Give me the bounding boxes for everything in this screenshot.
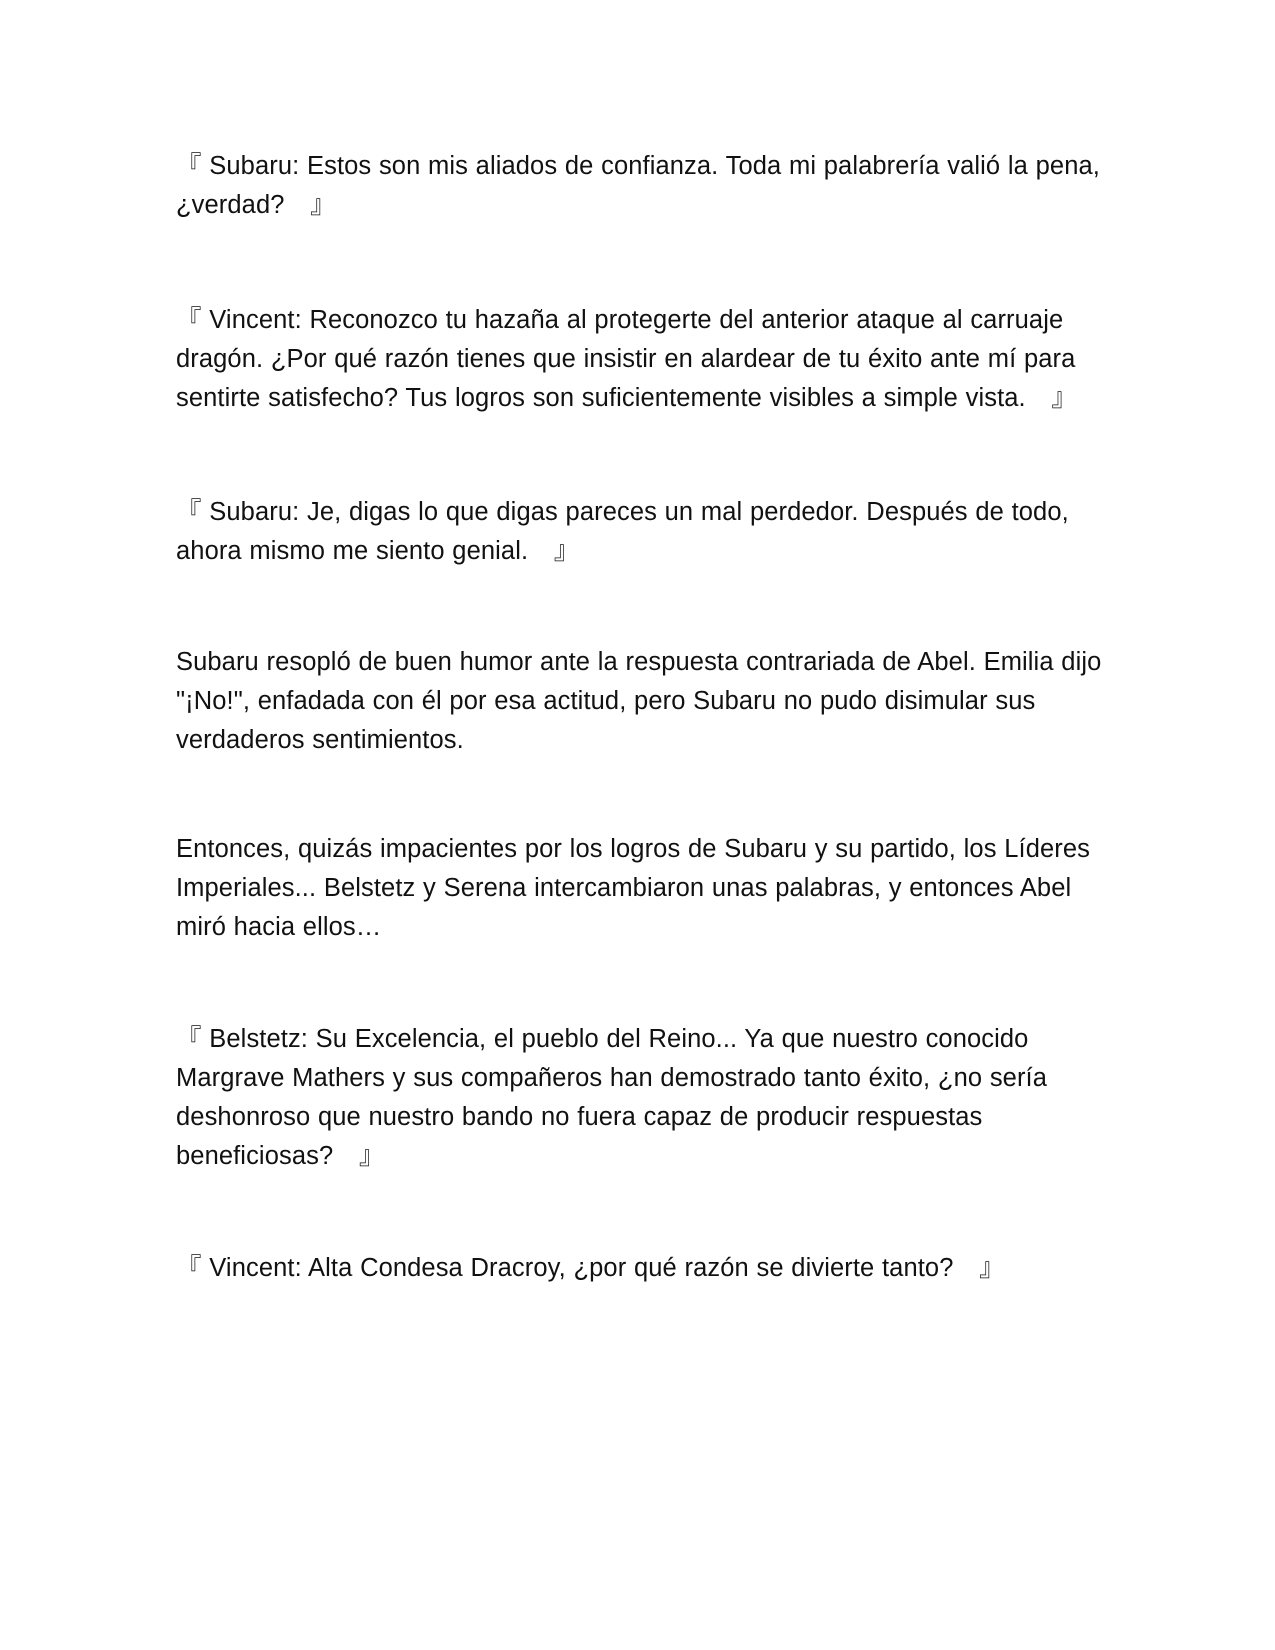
dialogue-belstetz: 『 Belstetz: Su Excelencia, el pueblo del Reino... Ya que nuestro conocido Margrave Mathers y sus compañeros han demostrado tanto éxito, ¿no sería deshonroso que nuestro bando no fuera capaz de producir respuestas beneficiosas? 』 xyxy=(176,1025,1048,1170)
dialogue-subaru-1: 『 Subaru: Estos son mis aliados de confianza. Toda mi palabrería valió la pena, ¿verdad? 』 xyxy=(176,152,1100,219)
dialogue-subaru-2: 『 Subaru: Je, digas lo que digas pareces un mal perdedor. Después de todo, ahora mismo me siento genial. 』 xyxy=(176,498,1069,565)
narration-paragraph-2: Entonces, quizás impacientes por los logros de Subaru y su partido, los Líderes Imperiales... Belstetz y Serena intercambiaron unas palabras, y entonces Abel miró hacia ellos… xyxy=(176,835,1090,941)
dialogue-vincent-2: 『 Vincent: Alta Condesa Dracroy, ¿por qué razón se divierte tanto? 』 xyxy=(176,1254,1005,1282)
narration-paragraph-1: Subaru resopló de buen humor ante la respuesta contrariada de Abel. Emilia dijo "¡No!", enfadada con él por esa actitud, pero Subaru no pudo disimular sus verdaderos sentimientos. xyxy=(176,648,1102,754)
dialogue-vincent-1: 『 Vincent: Reconozco tu hazaña al protegerte del anterior ataque al carruaje dragón. ¿Por qué razón tienes que insistir en alardear de tu éxito ante mí para sentirte satisfecho? Tus logros son suficientemente visibles a simple vista. 』 xyxy=(176,306,1077,412)
